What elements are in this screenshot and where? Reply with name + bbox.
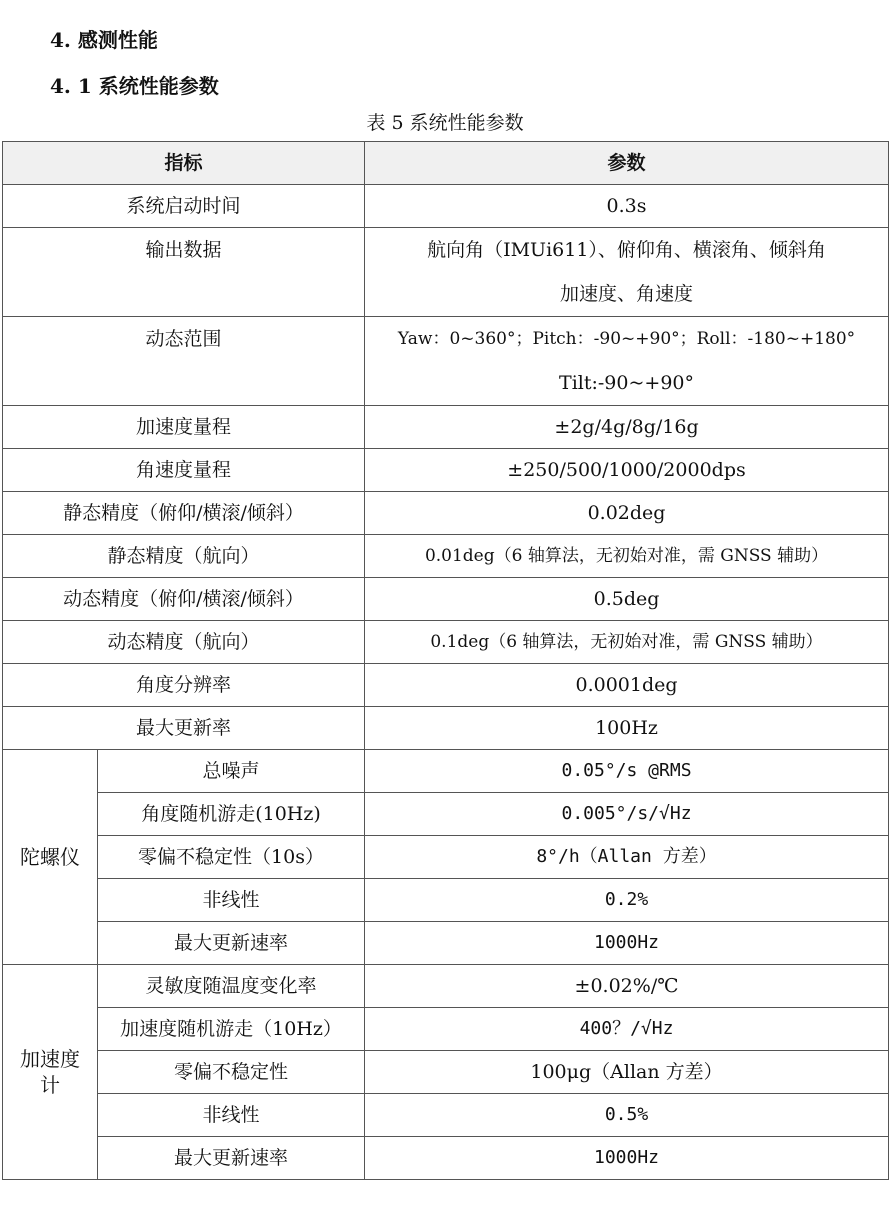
row-value: 1000Hz — [365, 922, 889, 965]
row-value: 100μg（Allan 方差） — [365, 1051, 889, 1094]
table-row — [3, 621, 889, 664]
table-row — [3, 228, 889, 317]
row-label: 总噪声 — [98, 750, 365, 793]
table-row — [3, 185, 889, 228]
row-label: 输出数据 — [3, 228, 365, 317]
row-value: 0.2% — [365, 879, 889, 922]
row-label: 零偏不稳定性 — [98, 1051, 365, 1094]
row-value: 8°/h（Allan 方差） — [365, 836, 889, 879]
table-caption: 表 5 系统性能参数 — [366, 112, 524, 134]
row-label: 灵敏度随温度变化率 — [98, 965, 365, 1008]
performance-table — [2, 141, 889, 1180]
row-label: 非线性 — [98, 1094, 365, 1137]
row-label: 最大更新速率 — [98, 1137, 365, 1180]
row-value: 0.5% — [365, 1094, 889, 1137]
table-row — [3, 1094, 889, 1137]
gyro-group-label: 陀螺仪 — [3, 750, 98, 965]
row-value: 0.5deg — [365, 578, 889, 621]
table-header-row — [3, 142, 889, 185]
row-value: 0.0001deg — [365, 664, 889, 707]
row-value: 400？/√Hz — [365, 1008, 889, 1051]
table-row — [3, 449, 889, 492]
table-row — [3, 492, 889, 535]
row-value: ±250/500/1000/2000dps — [365, 449, 889, 492]
row-label: 加速度量程 — [3, 406, 365, 449]
table-row — [3, 750, 889, 793]
table-row — [3, 922, 889, 965]
table-row — [3, 707, 889, 750]
table-row — [3, 1051, 889, 1094]
row-label: 角度分辨率 — [3, 664, 365, 707]
table-row — [3, 535, 889, 578]
row-label: 加速度随机游走（10Hz） — [98, 1008, 365, 1051]
row-value: 0.01deg（6 轴算法，无初始对准，需 GNSS 辅助） — [365, 535, 889, 578]
row-value: ±0.02%/℃ — [365, 965, 889, 1008]
row-value: 100Hz — [365, 707, 889, 750]
row-value: 0.1deg（6 轴算法，无初始对准，需 GNSS 辅助） — [365, 621, 889, 664]
row-value: Yaw：0~360°；Pitch：-90~+90°；Roll：-180~+180° Tilt:-90~+90° — [365, 317, 889, 406]
row-value: ±2g/4g/8g/16g — [365, 406, 889, 449]
row-value: 0.02deg — [365, 492, 889, 535]
accel-group-label: 加速度 计 — [3, 965, 98, 1180]
row-value: 0.05°/s @RMS — [365, 750, 889, 793]
row-label: 静态精度（俯仰/横滚/倾斜） — [3, 492, 365, 535]
table-row — [3, 879, 889, 922]
row-value: 1000Hz — [365, 1137, 889, 1180]
table-row — [3, 793, 889, 836]
table-row — [3, 1137, 889, 1180]
row-label: 动态精度（航向） — [3, 621, 365, 664]
row-value: 航向角（IMUi611）、俯仰角、横滚角、倾斜角 加速度、角速度 — [365, 228, 889, 317]
table-row — [3, 578, 889, 621]
row-label: 最大更新率 — [3, 707, 365, 750]
row-label: 系统启动时间 — [3, 185, 365, 228]
row-label: 动态精度（俯仰/横滚/倾斜） — [3, 578, 365, 621]
row-label: 最大更新速率 — [98, 922, 365, 965]
header-parameter: 参数 — [365, 142, 889, 185]
table-row — [3, 836, 889, 879]
row-label: 静态精度（航向） — [3, 535, 365, 578]
section-heading: 4. 感测性能 — [50, 28, 158, 52]
table-row — [3, 317, 889, 406]
row-label: 角度随机游走(10Hz) — [98, 793, 365, 836]
table-row — [3, 406, 889, 449]
row-label: 非线性 — [98, 879, 365, 922]
header-indicator: 指标 — [3, 142, 365, 185]
table-row — [3, 664, 889, 707]
row-value: 0.005°/s/√Hz — [365, 793, 889, 836]
row-label: 零偏不稳定性（10s） — [98, 836, 365, 879]
table-row — [3, 1008, 889, 1051]
row-label: 角速度量程 — [3, 449, 365, 492]
table-row — [3, 965, 889, 1008]
subsection-heading: 4. 1 系统性能参数 — [50, 74, 219, 98]
row-value: 0.3s — [365, 185, 889, 228]
row-label: 动态范围 — [3, 317, 365, 406]
